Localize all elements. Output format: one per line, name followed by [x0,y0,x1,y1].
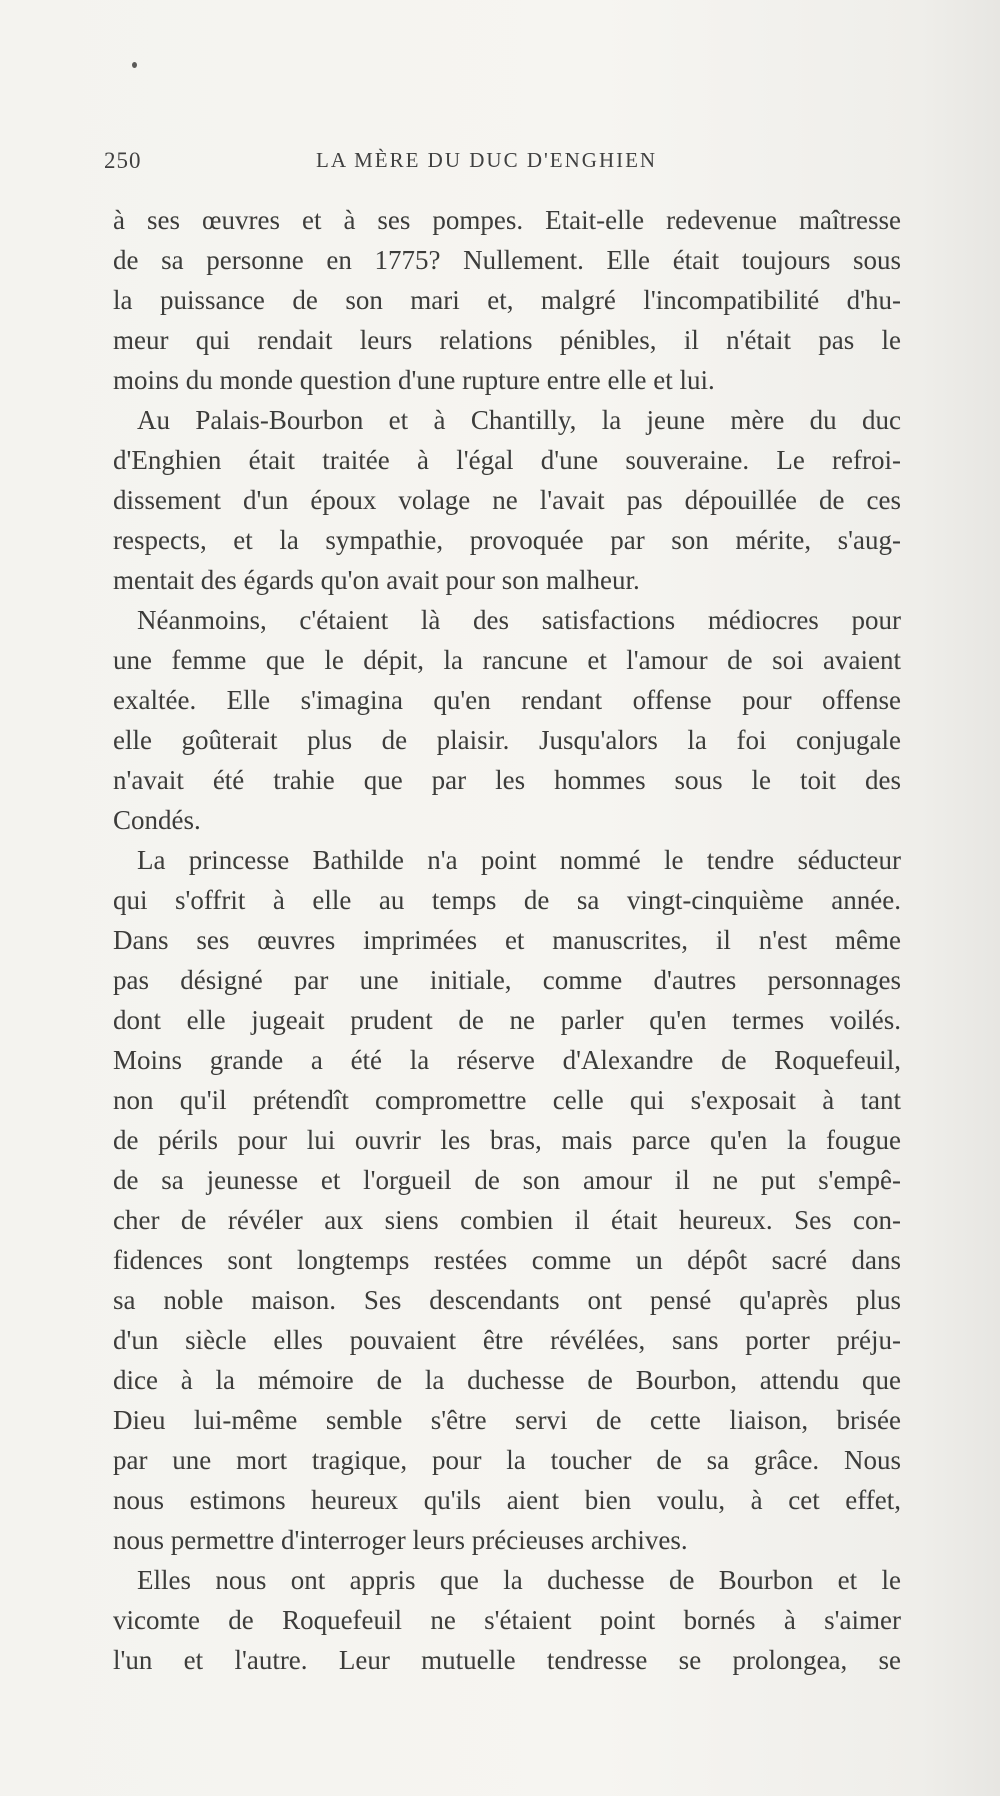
text-line: Dieu lui-même semble s'être servi de cette liaison, brisée [113,1405,901,1435]
text-line: de sa personne en 1775? Nullement. Elle était toujours sous [113,245,901,275]
text-line: par une mort tragique, pour la toucher de sa grâce. Nous [113,1445,901,1475]
text-line: à ses œuvres et à ses pompes. Etait-elle redevenue maîtresse [113,205,901,235]
text-line: Elles nous ont appris que la duchesse de Bourbon et le [137,1565,901,1595]
text-line: de sa jeunesse et l'orgueil de son amour il ne put s'empê- [113,1165,901,1195]
text-line: vicomte de Roquefeuil ne s'étaient point bornés à s'aimer [113,1605,901,1635]
text-line: pas désigné par une initiale, comme d'autres personnages [113,965,901,995]
text-line: dissement d'un époux volage ne l'avait pas dépouillée de ces [113,485,901,515]
text-line: moins du monde question d'une rupture entre elle et lui. [113,365,715,395]
running-head [104,148,904,178]
text-line: l'un et l'autre. Leur mutuelle tendresse se prolongea, se [113,1645,901,1675]
running-title: LA MÈRE DU DUC D'ENGHIEN [316,148,658,172]
text-line: meur qui rendait leurs relations pénibles, il n'était pas le [113,325,901,355]
text-line: fidences sont longtemps restées comme un dépôt sacré dans [113,1245,901,1275]
text-line: dont elle jugeait prudent de ne parler qu'en termes voilés. [113,1005,901,1035]
page-number: 250 [104,148,142,173]
text-line: Néanmoins, c'étaient là des satisfactions médiocres pour [137,605,901,635]
text-line: Au Palais-Bourbon et à Chantilly, la jeune mère du duc [137,405,901,435]
ink-speck [132,62,137,68]
text-line: dice à la mémoire de la duchesse de Bourbon, attendu que [113,1365,901,1395]
text-line: d'un siècle elles pouvaient être révélées, sans porter préju- [113,1325,901,1355]
text-line: respects, et la sympathie, provoquée par son mérite, s'aug- [113,525,901,555]
text-line: n'avait été trahie que par les hommes sous le toit des [113,765,901,795]
text-line: de périls pour lui ouvrir les bras, mais parce qu'en la fougue [113,1125,901,1155]
text-line: la puissance de son mari et, malgré l'incompatibilité d'hu- [113,285,901,315]
text-line: elle goûterait plus de plaisir. Jusqu'alors la foi conjugale [113,725,901,755]
text-line: non qu'il prétendît compromettre celle qui s'exposait à tant [113,1085,901,1115]
text-line: d'Enghien était traitée à l'égal d'une souveraine. Le refroi- [113,445,901,475]
body-text [113,200,901,1680]
text-line: sa noble maison. Ses descendants ont pensé qu'après plus [113,1285,901,1315]
text-line: Dans ses œuvres imprimées et manuscrites, il n'est même [113,925,901,955]
text-line: Condés. [113,805,201,835]
text-line: nous estimons heureux qu'ils aient bien voulu, à cet effet, [113,1485,901,1515]
text-line: La princesse Bathilde n'a point nommé le tendre séducteur [137,845,901,875]
text-line: qui s'offrit à elle au temps de sa vingt-cinquième année. [113,885,901,915]
text-line: Moins grande a été la réserve d'Alexandre de Roquefeuil, [113,1045,901,1075]
text-line: une femme que le dépit, la rancune et l'amour de soi avaient [113,645,901,675]
text-line: cher de révéler aux siens combien il était heureux. Ses con- [113,1205,901,1235]
text-line: exaltée. Elle s'imagina qu'en rendant offense pour offense [113,685,901,715]
text-line: mentait des égards qu'on avait pour son malheur. [113,565,640,595]
text-line: nous permettre d'interroger leurs précieuses archives. [113,1525,688,1555]
